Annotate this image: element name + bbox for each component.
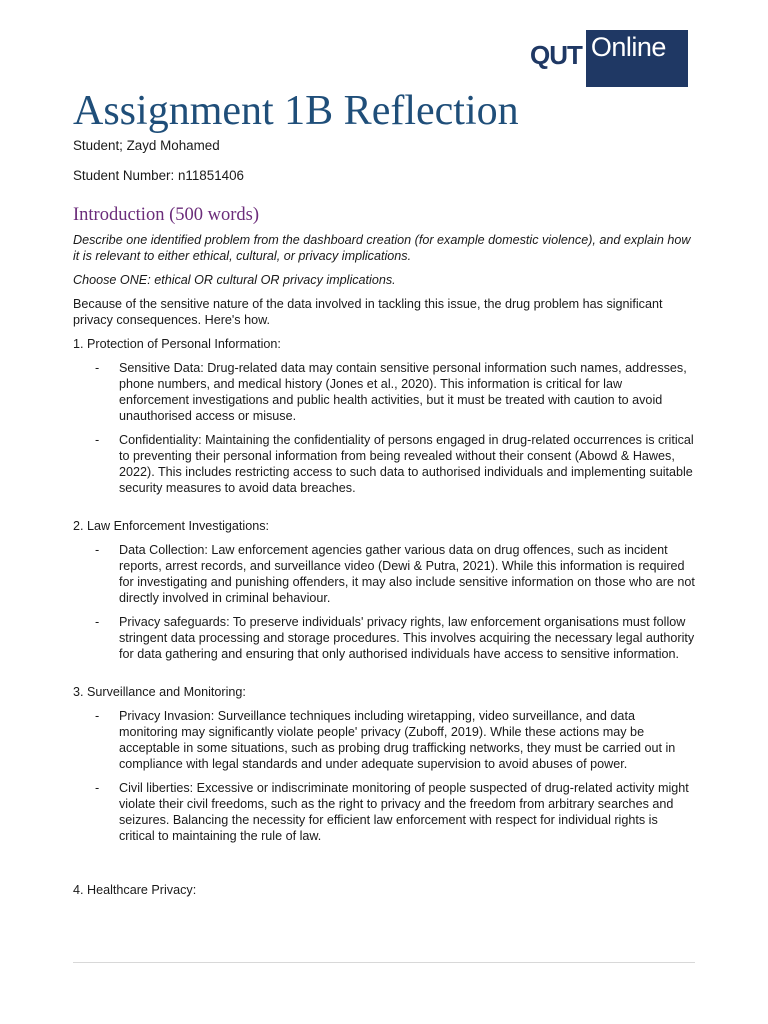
page-bottom-divider [73, 962, 695, 963]
list-item-text: Privacy safeguards: To preserve individuals' privacy rights, law enforcement organisations must follow stringent data processing and storage procedures. This involves acquiring the necessary legal authority for data gathering and ensuring that only authorised individuals have access to sensitive information. [119, 615, 695, 661]
list-item-text: Privacy Invasion: Surveillance techniques including wiretapping, video surveillance, and data monitoring may significantly violate people' privacy (Zuboff, 2019). While these actions may be acceptable in some situations, such as probing drug trafficking networks, they must be carried out in compliance with legal standards and under adequate supervision to avoid abuses of power. [119, 709, 676, 771]
logo-online-text: Online [586, 30, 688, 87]
list-item [73, 614, 695, 662]
intro-heading: Introduction (500 words) [73, 205, 259, 225]
dash-bullet: - [95, 709, 100, 723]
document-body [73, 200, 695, 906]
qut-online-logo [530, 30, 688, 87]
intro-paragraph: Because of the sensitive nature of the data involved in tackling this issue, the drug problem has significant privacy consequences. Here's how. [73, 297, 663, 327]
document-title: Assignment 1B Reflection [73, 88, 519, 134]
section-heading: 3. Surveillance and Monitoring: [73, 685, 246, 699]
list-item [73, 542, 695, 606]
list-item [73, 780, 695, 844]
list-item [73, 360, 695, 424]
dash-bullet: - [95, 543, 100, 557]
student-number: Student Number: n11851406 [73, 168, 244, 183]
section-heading: 1. Protection of Personal Information: [73, 337, 281, 351]
list-item-text: Confidentiality: Maintaining the confidentiality of persons engaged in drug-related occurrences is critical to preventing their personal information from being revealed without their consent (Abowd & Hawes, 2022). This includes restricting access to such data to authorised individuals and implementing suitable security measures to avoid data breaches. [119, 433, 694, 495]
dash-bullet: - [95, 615, 100, 629]
logo-qut-text: QUT [530, 40, 582, 70]
section-heading: 4. Healthcare Privacy: [73, 883, 197, 897]
dash-bullet: - [95, 361, 100, 375]
intro-choice: Choose ONE: ethical OR cultural OR privacy implications. [73, 273, 396, 287]
section-heading: 2. Law Enforcement Investigations: [73, 519, 270, 533]
dash-bullet: - [95, 433, 100, 447]
section-list [73, 708, 695, 844]
section-list [73, 360, 695, 496]
list-item-text: Civil liberties: Excessive or indiscriminate monitoring of people suspected of drug-related activity might violate their civil freedoms, such as the right to privacy and the freedom from arbitrary searches and seizures. Balancing the necessity for efficient law enforcement with respect for individual rights is critical to maintaining the rule of law. [119, 781, 689, 843]
list-item [73, 432, 695, 496]
list-item-text: Data Collection: Law enforcement agencies gather various data on drug offences, such as incident reports, arrest records, and surveillance video (Dewi & Putra, 2021). While this information is required for investigating and punishing offenders, it may also include sensitive information on those who are not directly involved in criminal behaviour. [119, 543, 695, 605]
section-list [73, 542, 695, 662]
dash-bullet: - [95, 781, 100, 795]
intro-prompt: Describe one identified problem from the dashboard creation (for example domestic violence), and explain how it is relevant to either ethical, cultural, or privacy implications. [73, 233, 691, 263]
list-item-text: Sensitive Data: Drug-related data may contain sensitive personal information such names, addresses, phone numbers, and medical history (Jones et al., 2020). This information is critical for law enforcement investigations and public health activities, but it must be treated with caution to avoid unauthorised access or misuse. [119, 361, 687, 423]
list-item [73, 708, 695, 772]
student-name: Student; Zayd Mohamed [73, 138, 220, 153]
